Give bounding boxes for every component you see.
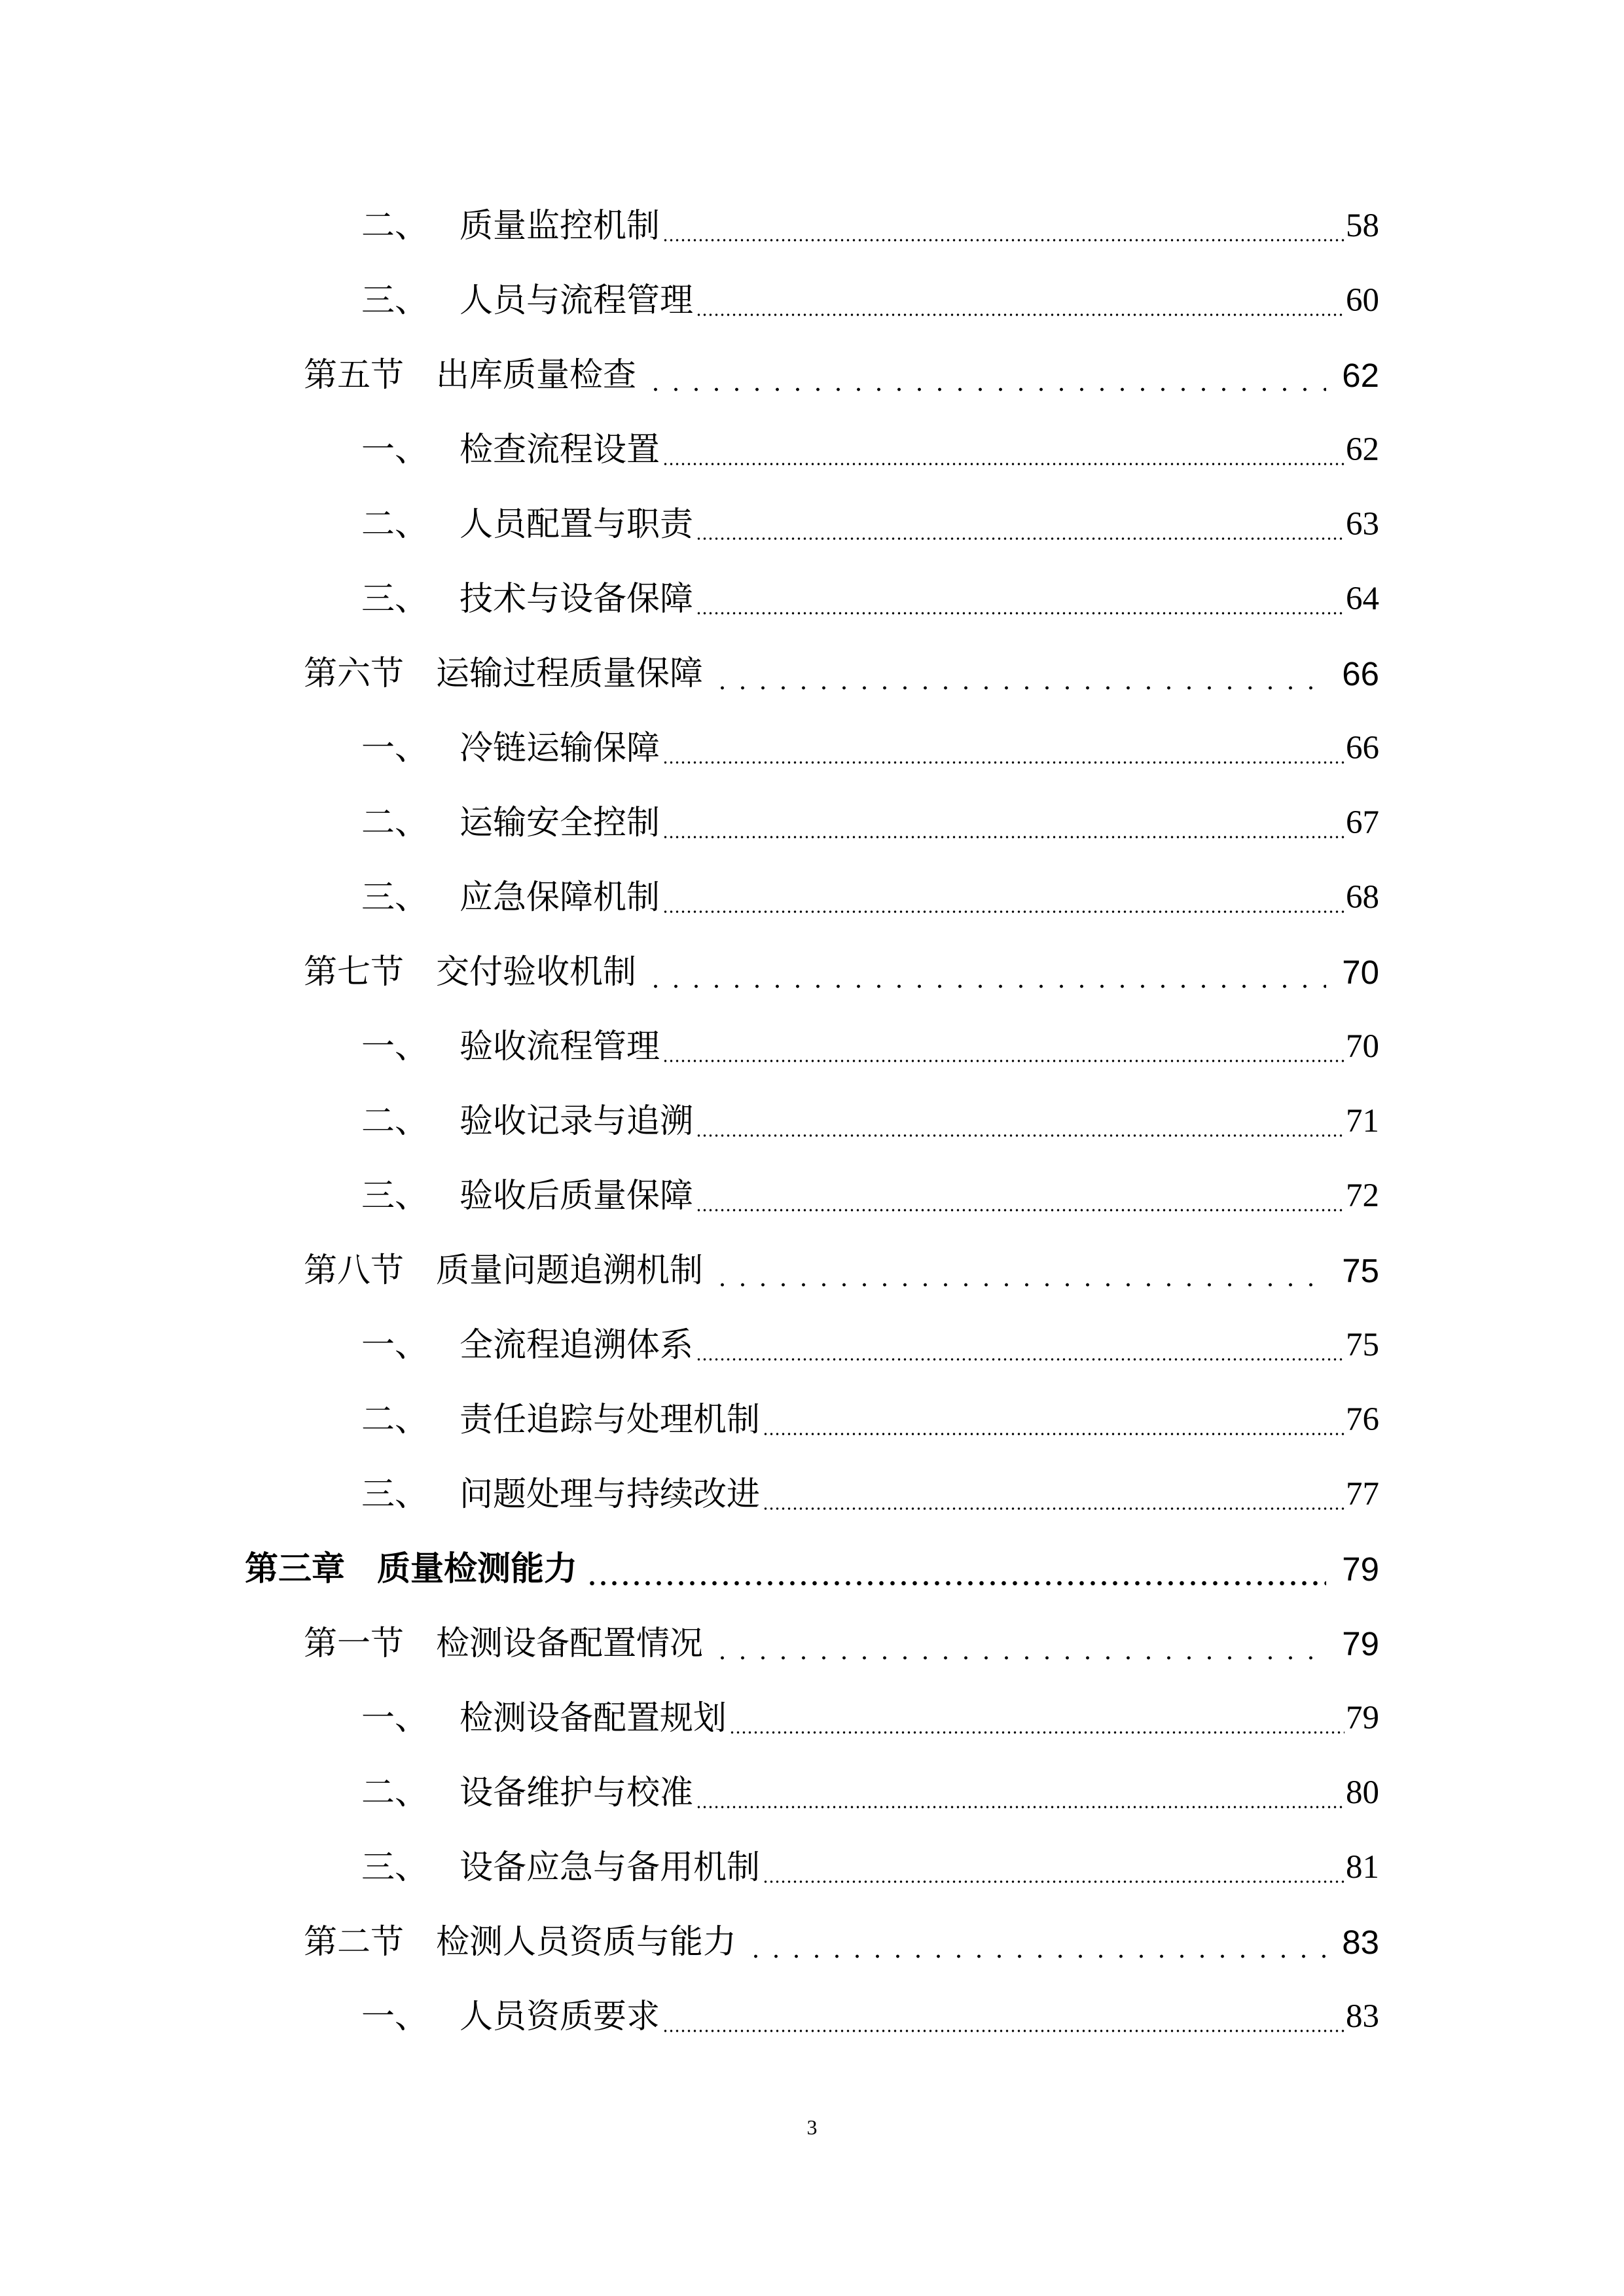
toc-entry-number: 二、 (361, 206, 429, 245)
toc-leader-dots (662, 908, 1344, 915)
toc-entry-title: 检测设备配置规划 (460, 1698, 727, 1738)
toc-entry-title: 交付验收机制 (436, 952, 637, 992)
toc-entry[interactable] (0, 711, 1624, 785)
table-of-contents (0, 188, 1624, 2054)
toc-entry-page: 70 (1346, 1028, 1379, 1065)
toc-entry-page: 60 (1346, 281, 1379, 319)
toc-entry-title: 检测人员资质与能力 (436, 1922, 737, 1962)
toc-leader-dots (586, 1580, 1326, 1587)
toc-entry-number: 第八节 (304, 1251, 405, 1290)
toc-entry-number: 三、 (361, 878, 429, 917)
toc-entry-title: 问题处理与持续改进 (460, 1475, 761, 1514)
toc-entry[interactable] (0, 1681, 1624, 1755)
toc-section-entry[interactable] (0, 636, 1624, 711)
toc-leader-dots (712, 1282, 1326, 1288)
toc-leader-dots (662, 834, 1344, 840)
toc-leader-dots (662, 1058, 1344, 1064)
toc-entry-page: 68 (1346, 878, 1379, 916)
toc-entry-page: 79 (1342, 1624, 1379, 1662)
toc-entry-title: 质量问题追溯机制 (436, 1251, 704, 1290)
toc-leader-dots (696, 610, 1344, 617)
toc-entry-page: 80 (1346, 1774, 1379, 1811)
toc-entry[interactable] (0, 1979, 1624, 2054)
toc-entry-title: 责任追踪与处理机制 (460, 1400, 761, 1439)
toc-entry-title: 质量监控机制 (460, 206, 660, 245)
toc-entry-title: 运输过程质量保障 (436, 654, 704, 693)
toc-entry-number: 三、 (361, 1176, 429, 1215)
toc-section-entry[interactable] (0, 338, 1624, 412)
toc-entry-title: 出库质量检查 (436, 355, 637, 395)
toc-entry-number: 三、 (361, 281, 429, 320)
toc-entry-page: 72 (1346, 1177, 1379, 1214)
toc-entry[interactable] (0, 1009, 1624, 1084)
toc-entry-number: 一、 (361, 1698, 429, 1738)
toc-entry[interactable] (0, 785, 1624, 860)
toc-entry-page: 83 (1342, 1923, 1379, 1961)
toc-entry-page: 66 (1346, 729, 1379, 766)
toc-entry-title: 全流程追溯体系 (460, 1325, 694, 1365)
toc-entry[interactable] (0, 1830, 1624, 1905)
toc-entry-number: 第三章 (245, 1549, 346, 1588)
toc-entry-title: 人员与流程管理 (460, 281, 694, 320)
toc-entry-number: 一、 (361, 430, 429, 469)
toc-entry-page: 62 (1346, 431, 1379, 468)
toc-leader-dots (696, 1804, 1344, 1810)
toc-entry[interactable] (0, 1158, 1624, 1233)
toc-leader-dots (763, 1505, 1344, 1512)
toc-entry-page: 79 (1346, 1699, 1379, 1736)
toc-entry-title: 设备维护与校准 (460, 1773, 694, 1812)
toc-leader-dots (696, 1356, 1344, 1363)
toc-entry-number: 三、 (361, 1475, 429, 1514)
toc-entry-title: 设备应急与备用机制 (460, 1848, 761, 1887)
toc-entry-page: 76 (1346, 1401, 1379, 1438)
toc-entry[interactable] (0, 487, 1624, 562)
toc-entry-number: 三、 (361, 1848, 429, 1887)
toc-entry[interactable] (0, 1084, 1624, 1158)
toc-leader-dots (763, 1431, 1344, 1437)
toc-leader-dots (662, 237, 1344, 243)
toc-entry-title: 质量检测能力 (377, 1549, 578, 1588)
toc-entry-page: 62 (1342, 356, 1379, 394)
toc-leader-dots (696, 1207, 1344, 1213)
toc-entry-number: 第七节 (304, 952, 405, 992)
toc-leader-dots (712, 1655, 1326, 1661)
toc-entry-title: 验收记录与追溯 (460, 1102, 694, 1141)
toc-entry-page: 67 (1346, 804, 1379, 841)
toc-entry-number: 一、 (361, 1027, 429, 1066)
toc-chapter-entry[interactable] (0, 1532, 1624, 1606)
toc-entry-title: 冷链运输保障 (460, 728, 660, 768)
toc-leader-dots (662, 461, 1344, 467)
toc-entry[interactable] (0, 263, 1624, 338)
toc-entry[interactable] (0, 1457, 1624, 1532)
toc-entry-title: 运输安全控制 (460, 803, 660, 842)
toc-entry-page: 77 (1346, 1475, 1379, 1513)
toc-entry-number: 第一节 (304, 1624, 405, 1663)
toc-entry-number: 二、 (361, 1400, 429, 1439)
toc-entry[interactable] (0, 412, 1624, 487)
toc-entry-page: 75 (1342, 1251, 1379, 1289)
toc-entry[interactable] (0, 1382, 1624, 1457)
toc-leader-dots (763, 1878, 1344, 1885)
toc-entry-number: 第六节 (304, 654, 405, 693)
toc-entry-page: 66 (1342, 655, 1379, 692)
toc-leader-dots (662, 2028, 1344, 2034)
toc-entry-number: 一、 (361, 1325, 429, 1365)
toc-section-entry[interactable] (0, 1905, 1624, 1979)
toc-entry-title: 技术与设备保障 (460, 579, 694, 619)
toc-entry-title: 检测设备配置情况 (436, 1624, 704, 1663)
toc-leader-dots (729, 1729, 1344, 1736)
toc-leader-dots (696, 535, 1344, 542)
toc-entry-title: 人员资质要求 (460, 1997, 660, 2036)
toc-entry-number: 一、 (361, 1997, 429, 2036)
toc-leader-dots (712, 685, 1326, 691)
toc-entry[interactable] (0, 188, 1624, 263)
toc-leader-dots (645, 386, 1326, 393)
toc-entry-page: 83 (1346, 1998, 1379, 2035)
toc-entry-page: 71 (1346, 1102, 1379, 1139)
toc-entry-title: 验收流程管理 (460, 1027, 660, 1066)
toc-section-entry[interactable] (0, 935, 1624, 1009)
toc-entry-number: 第二节 (304, 1922, 405, 1962)
toc-leader-dots (696, 1132, 1344, 1139)
toc-entry[interactable] (0, 562, 1624, 636)
toc-entry[interactable] (0, 860, 1624, 935)
toc-entry-title: 验收后质量保障 (460, 1176, 694, 1215)
toc-leader-dots (645, 983, 1326, 990)
toc-leader-dots (696, 312, 1344, 318)
toc-entry-page: 63 (1346, 505, 1379, 543)
toc-entry[interactable] (0, 1308, 1624, 1382)
toc-entry-title: 人员配置与职责 (460, 505, 694, 544)
toc-entry-page: 75 (1346, 1326, 1379, 1363)
toc-section-entry[interactable] (0, 1233, 1624, 1308)
toc-entry-number: 一、 (361, 728, 429, 768)
toc-leader-dots (662, 759, 1344, 766)
toc-entry-page: 64 (1346, 580, 1379, 617)
toc-entry-page: 70 (1342, 953, 1379, 991)
toc-entry-number: 二、 (361, 505, 429, 544)
toc-entry-page: 79 (1342, 1550, 1379, 1588)
toc-entry-number: 二、 (361, 803, 429, 842)
toc-entry-number: 第五节 (304, 355, 405, 395)
toc-leader-dots (746, 1953, 1326, 1960)
toc-section-entry[interactable] (0, 1606, 1624, 1681)
toc-entry-title: 应急保障机制 (460, 878, 660, 917)
toc-entry-title: 检查流程设置 (460, 430, 660, 469)
toc-entry-number: 二、 (361, 1773, 429, 1812)
toc-entry-page: 58 (1346, 207, 1379, 244)
page-number: 3 (806, 2115, 818, 2139)
toc-entry-number: 二、 (361, 1102, 429, 1141)
toc-entry-page: 81 (1346, 1848, 1379, 1886)
toc-entry-number: 三、 (361, 579, 429, 619)
toc-entry[interactable] (0, 1755, 1624, 1830)
